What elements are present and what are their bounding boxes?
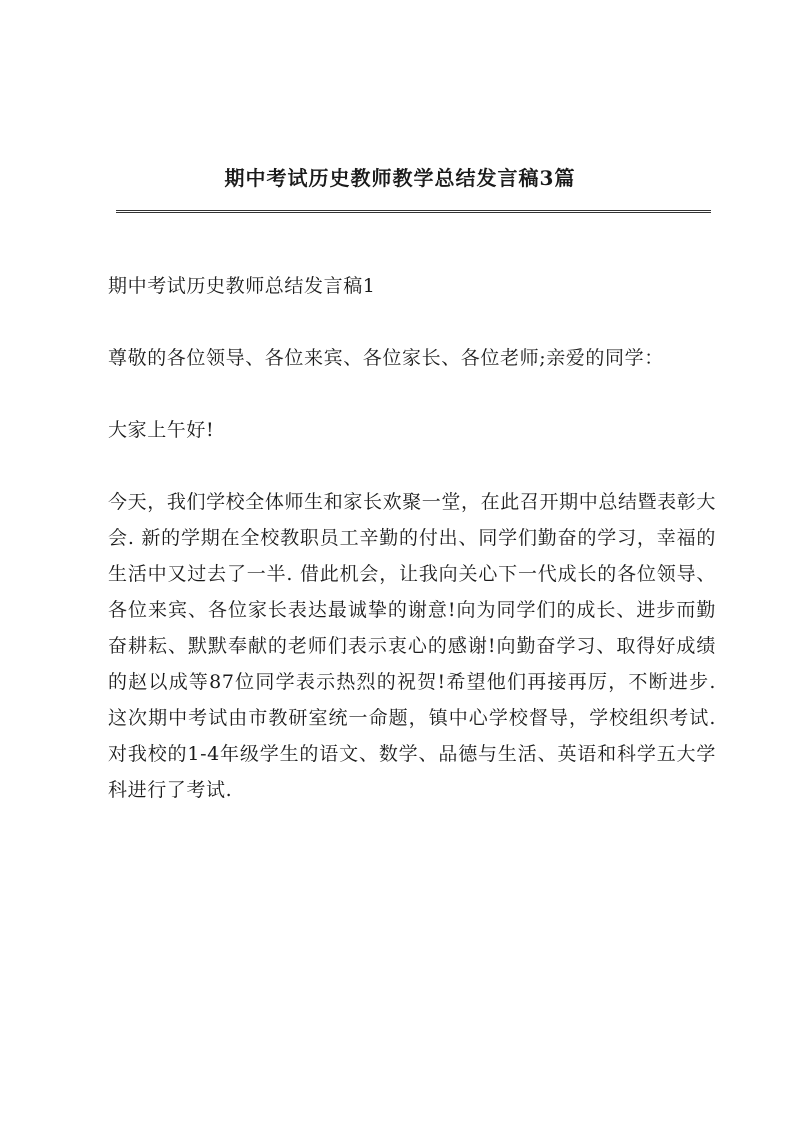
title-divider	[116, 210, 711, 213]
section-heading: 期中考试历史教师总结发言稿1	[108, 275, 376, 297]
body-paragraph-1: 今天，我们学校全体师生和家长欢聚一堂，在此召开期中总结暨表彰大会. 新的学期在全校教职员工辛勤的付出、同学们勤奋的学习，幸福的生活中又过去了一半. 借此机会，让我向关心下一代成长的各位领导、各位来宾、各位家长表达最诚挚的谢意!向为同学们的成长、进步而勤奋耕耘、默默奉献的老师们表示衷心的感谢!向勤奋学习、取得好成绩的赵以成等87位同学表示热烈的祝贺!希望他们再接再厉，不断进步. 这次期中考试由市教研室统一命题，镇中心学校督导，学校组织考试. 对我校的1-4年级学生的语文、数学、品德与生活、英语和科学五大学科进行了考试.	[108, 491, 716, 801]
document-title: 期中考试历史教师教学总结发言稿3篇	[224, 166, 576, 190]
document-body	[108, 268, 716, 844]
salutation-paragraph: 尊敬的各位领导、各位来宾、各位家长、各位老师;亲爱的同学：	[108, 347, 664, 369]
greeting-paragraph: 大家上午好!	[108, 419, 215, 441]
